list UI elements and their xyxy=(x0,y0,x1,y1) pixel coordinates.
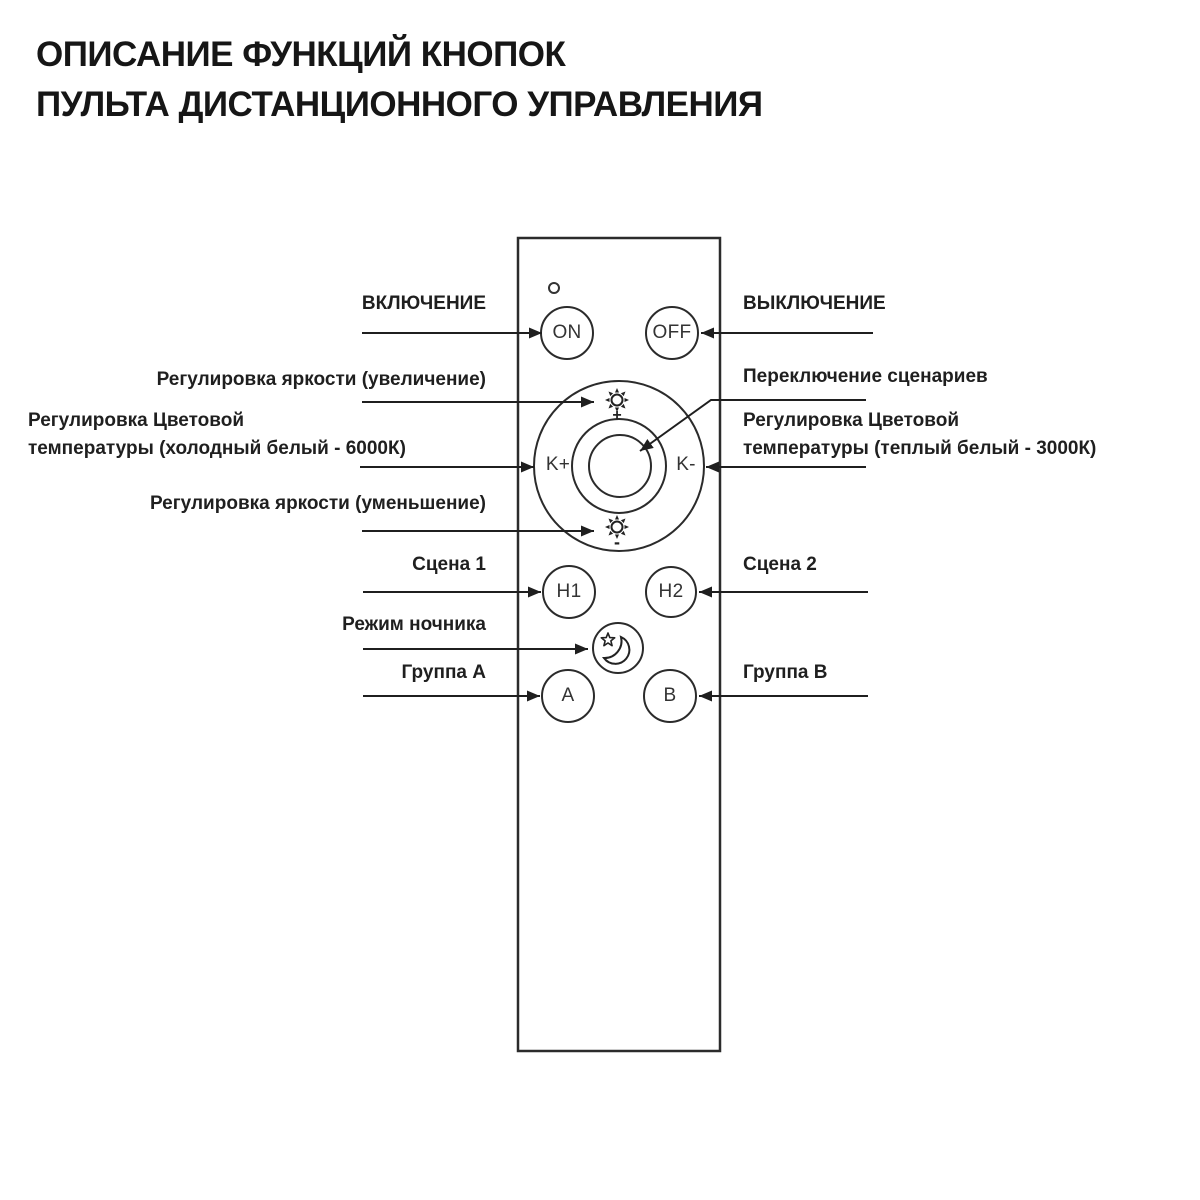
label-color-temp-warm xyxy=(743,407,1096,463)
k-minus-label[interactable]: K- xyxy=(676,454,696,475)
page-title-line-1: ОПИСАНИЕ ФУНКЦИЙ КНОПОК xyxy=(36,35,566,74)
k-plus-label[interactable]: K+ xyxy=(545,454,571,475)
label-color-temp-cold-line1: Регулировка Цветовой xyxy=(28,410,244,431)
off-button-label[interactable]: OFF xyxy=(652,322,692,343)
label-group-a: Группа A xyxy=(401,662,486,683)
label-night-mode: Режим ночника xyxy=(342,614,486,635)
led-indicator xyxy=(549,283,559,293)
group-a-button-label[interactable]: A xyxy=(561,685,575,706)
scene-button[interactable] xyxy=(589,435,651,497)
label-power-off: ВЫКЛЮЧЕНИЕ xyxy=(743,293,886,314)
h2-button-label[interactable]: H2 xyxy=(658,581,684,602)
h1-button-label[interactable]: H1 xyxy=(556,581,582,602)
label-power-on: ВКЛЮЧЕНИЕ xyxy=(361,293,486,314)
label-color-temp-cold-line2: температуры (холодный белый - 6000К) xyxy=(28,438,406,459)
label-brightness-down: Регулировка яркости (уменьшение) xyxy=(149,493,486,514)
page-title-line-2: ПУЛЬТА ДИСТАНЦИОННОГО УПРАВЛЕНИЯ xyxy=(36,85,763,124)
night-mode-button[interactable] xyxy=(593,623,643,673)
label-group-b: Группа B xyxy=(743,662,828,683)
on-button-label[interactable]: ON xyxy=(552,322,582,343)
label-scene-2: Сцена 2 xyxy=(743,554,817,575)
brightness-plus-sign: + xyxy=(612,407,622,424)
label-brightness-up: Регулировка яркости (увеличение) xyxy=(156,369,486,390)
label-scene-1: Сцена 1 xyxy=(412,554,486,575)
group-b-button-label[interactable]: B xyxy=(663,685,677,706)
label-color-temp-warm-line1: Регулировка Цветовой xyxy=(743,410,959,431)
label-color-temp-cold xyxy=(28,407,406,463)
label-color-temp-warm-line2: температуры (теплый белый - 3000К) xyxy=(743,438,1097,459)
brightness-minus-sign: - xyxy=(614,532,620,552)
label-scene-switch: Переключение сценариев xyxy=(743,366,988,387)
